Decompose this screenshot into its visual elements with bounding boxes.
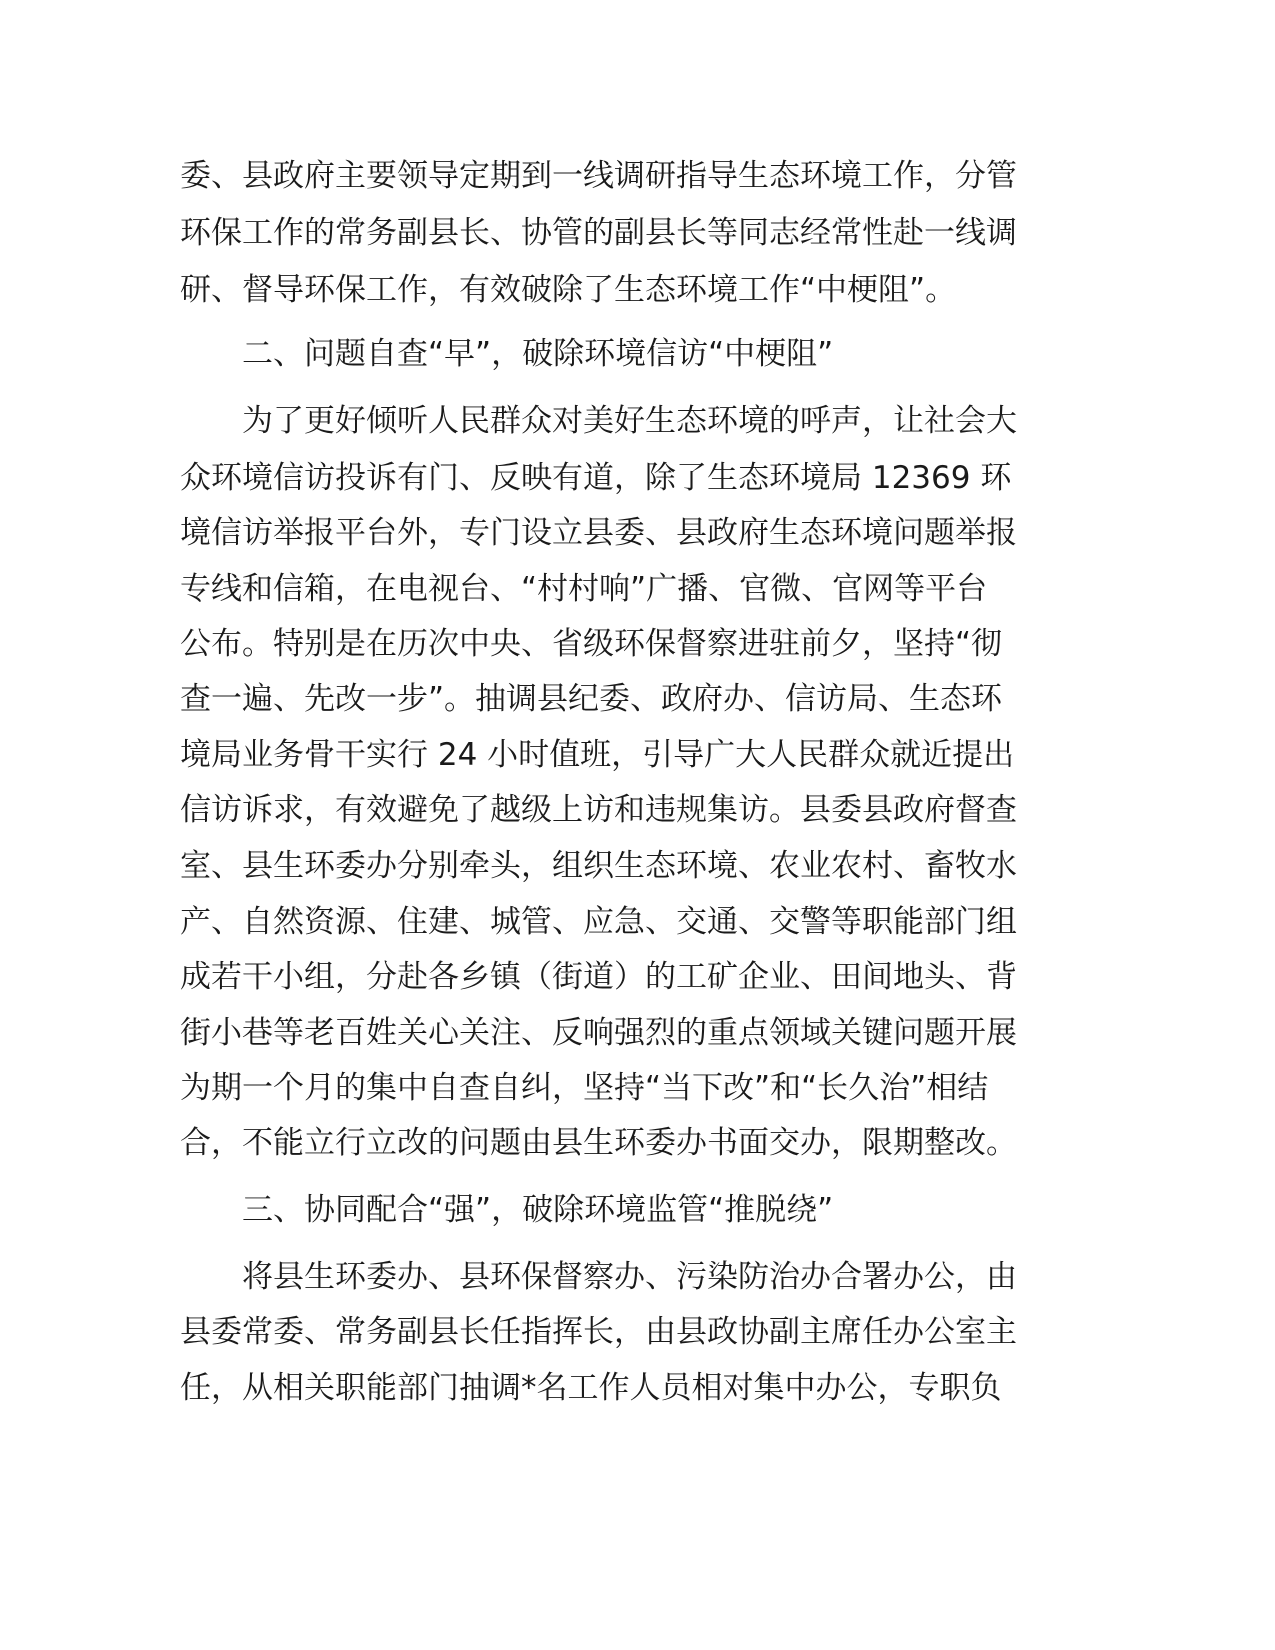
- paragraph-line: 众环境信访投诉有门、反映有道，除了生态环境局 12369 环: [180, 460, 1012, 496]
- paragraph-line: 县委常委、常务副县长任指挥长，由县政协副主席任办公室主: [180, 1314, 1017, 1350]
- paragraph-line: 委、县政府主要领导定期到一线调研指导生态环境工作，分管: [180, 158, 1017, 194]
- paragraph-line: 为了更好倾听人民群众对美好生态环境的呼声，让社会大: [242, 403, 1017, 439]
- paragraph-line: 将县生环委办、县环保督察办、污染防治办合署办公，由: [242, 1259, 1017, 1295]
- paragraph-line: 专线和信箱，在电视台、“村村响”广播、官微、官网等平台: [180, 571, 988, 607]
- paragraph-line: 产、自然资源、住建、城管、应急、交通、交警等职能部门组: [180, 904, 1017, 940]
- paragraph-line: 研、督导环保工作，有效破除了生态环境工作“中梗阻”。: [180, 272, 957, 308]
- paragraph-line: 公布。特别是在历次中央、省级环保督察进驻前夕，坚持“彻: [180, 626, 1003, 662]
- paragraph-line: 室、县生环委办分别牵头，组织生态环境、农业农村、畜牧水: [180, 848, 1017, 884]
- paragraph-line: 境信访举报平台外，专门设立县委、县政府生态环境问题举报: [180, 515, 1017, 551]
- paragraph-line: 环保工作的常务副县长、协管的副县长等同志经常性赴一线调: [180, 215, 1017, 251]
- paragraph-line: 任，从相关职能部门抽调*名工作人员相对集中办公，专职负: [180, 1370, 1002, 1406]
- paragraph-line: 查一遍、先改一步”。抽调县纪委、政府办、信访局、生态环: [180, 681, 1003, 717]
- paragraph-line: 成若干小组，分赴各乡镇（街道）的工矿企业、田间地头、背: [180, 959, 1017, 995]
- paragraph-line: 境局业务骨干实行 24 小时值班，引导广大人民群众就近提出: [180, 737, 1015, 773]
- section-heading-3: 三、协同配合“强”，破除环境监管“推脱绕”: [242, 1192, 834, 1228]
- paragraph-line: 街小巷等老百姓关心关注、反响强烈的重点领域关键问题开展: [180, 1015, 1017, 1051]
- paragraph-line: 为期一个月的集中自查自纠，坚持“当下改”和“长久治”相结: [180, 1070, 989, 1106]
- paragraph-line: 合，不能立行立改的问题由县生环委办书面交办，限期整改。: [180, 1125, 1017, 1161]
- section-heading-2: 二、问题自查“早”，破除环境信访“中梗阻”: [242, 336, 834, 372]
- paragraph-line: 信访诉求，有效避免了越级上访和违规集访。县委县政府督查: [180, 792, 1017, 828]
